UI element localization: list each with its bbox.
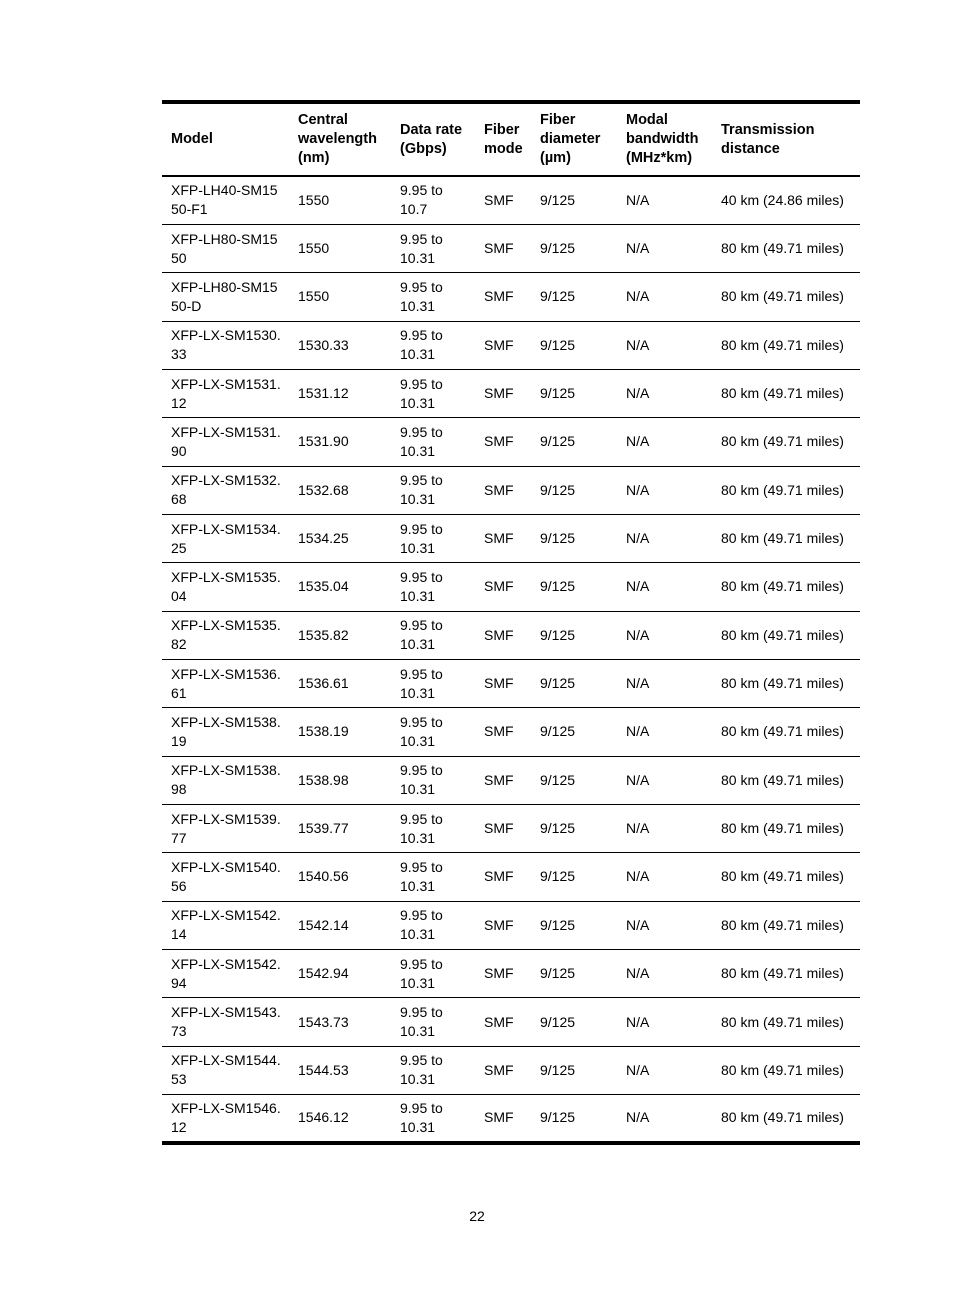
table-row [162, 369, 860, 417]
cell-wavelength: 1550 [298, 191, 330, 208]
cell-fiber-mode: SMF [484, 771, 514, 788]
table-body [162, 176, 860, 1143]
cell-fiber-mode: SMF [484, 191, 514, 208]
cell-fiber-mode: SMF [484, 723, 514, 740]
cell-modal-bandwidth: N/A [626, 916, 650, 933]
cell-wavelength: 1536.61 [298, 675, 349, 692]
cell-data-rate: 9.95 to 10.31 [400, 423, 443, 459]
transceiver-spec-table-container [162, 100, 860, 1145]
cell-data-rate: 9.95 to 10.31 [400, 810, 443, 846]
table-row [162, 1046, 860, 1094]
cell-data-rate: 9.95 to 10.7 [400, 182, 443, 218]
page-number: 22 [469, 1208, 485, 1224]
cell-model: XFP-LX-SM1531. 90 [171, 423, 281, 459]
table-row [162, 853, 860, 901]
cell-model: XFP-LX-SM1539. 77 [171, 810, 281, 846]
cell-fiber-diameter: 9/125 [540, 868, 576, 885]
cell-wavelength: 1535.04 [298, 578, 349, 595]
cell-fiber-mode: SMF [484, 965, 514, 982]
cell-transmission-distance: 80 km (49.71 miles) [721, 433, 844, 450]
cell-data-rate: 9.95 to 10.31 [400, 665, 443, 701]
cell-data-rate: 9.95 to 10.31 [400, 1004, 443, 1040]
table-row [162, 804, 860, 852]
cell-wavelength: 1539.77 [298, 820, 349, 837]
cell-transmission-distance: 80 km (49.71 miles) [721, 288, 844, 305]
cell-transmission-distance: 80 km (49.71 miles) [721, 336, 844, 353]
cell-fiber-diameter: 9/125 [540, 481, 576, 498]
cell-wavelength: 1546.12 [298, 1109, 349, 1126]
cell-transmission-distance: 80 km (49.71 miles) [721, 481, 844, 498]
cell-wavelength: 1535.82 [298, 626, 349, 643]
header-fiber-mode: Fiber mode [484, 121, 523, 157]
cell-modal-bandwidth: N/A [626, 820, 650, 837]
cell-wavelength: 1550 [298, 288, 330, 305]
cell-modal-bandwidth: N/A [626, 240, 650, 257]
cell-transmission-distance: 80 km (49.71 miles) [721, 868, 844, 885]
table-row [162, 659, 860, 707]
cell-fiber-mode: SMF [484, 578, 514, 595]
cell-model: XFP-LX-SM1534. 25 [171, 520, 281, 556]
cell-fiber-mode: SMF [484, 288, 514, 305]
cell-fiber-mode: SMF [484, 336, 514, 353]
cell-data-rate: 9.95 to 10.31 [400, 230, 443, 266]
table-row [162, 466, 860, 514]
cell-modal-bandwidth: N/A [626, 578, 650, 595]
cell-fiber-diameter: 9/125 [540, 916, 576, 933]
table-row [162, 418, 860, 466]
cell-modal-bandwidth: N/A [626, 530, 650, 547]
cell-wavelength: 1538.19 [298, 723, 349, 740]
cell-data-rate: 9.95 to 10.31 [400, 713, 443, 749]
cell-model: XFP-LX-SM1538. 98 [171, 762, 281, 798]
cell-transmission-distance: 80 km (49.71 miles) [721, 1061, 844, 1078]
table-row [162, 708, 860, 756]
cell-modal-bandwidth: N/A [626, 675, 650, 692]
cell-model: XFP-LX-SM1546. 12 [171, 1099, 281, 1135]
cell-wavelength: 1540.56 [298, 868, 349, 885]
cell-fiber-diameter: 9/125 [540, 626, 576, 643]
cell-modal-bandwidth: N/A [626, 288, 650, 305]
cell-fiber-diameter: 9/125 [540, 191, 576, 208]
cell-wavelength: 1542.14 [298, 916, 349, 933]
header-transmission-distance: Transmission distance [721, 121, 815, 157]
cell-data-rate: 9.95 to 10.31 [400, 762, 443, 798]
cell-data-rate: 9.95 to 10.31 [400, 907, 443, 943]
cell-fiber-diameter: 9/125 [540, 675, 576, 692]
header-central-wavelength: Central wavelength (nm) [298, 112, 377, 166]
cell-fiber-mode: SMF [484, 1013, 514, 1030]
cell-modal-bandwidth: N/A [626, 723, 650, 740]
cell-data-rate: 9.95 to 10.31 [400, 1099, 443, 1135]
cell-wavelength: 1534.25 [298, 530, 349, 547]
cell-wavelength: 1538.98 [298, 771, 349, 788]
cell-fiber-mode: SMF [484, 433, 514, 450]
cell-model: XFP-LX-SM1535. 04 [171, 568, 281, 604]
cell-fiber-diameter: 9/125 [540, 1013, 576, 1030]
cell-transmission-distance: 40 km (24.86 miles) [721, 191, 844, 208]
table-row [162, 321, 860, 369]
cell-data-rate: 9.95 to 10.31 [400, 1052, 443, 1088]
cell-transmission-distance: 80 km (49.71 miles) [721, 723, 844, 740]
cell-model: XFP-LH80-SM15 50 [171, 230, 278, 266]
cell-data-rate: 9.95 to 10.31 [400, 568, 443, 604]
cell-fiber-mode: SMF [484, 240, 514, 257]
cell-fiber-diameter: 9/125 [540, 1061, 576, 1078]
cell-model: XFP-LH80-SM15 50-D [171, 278, 278, 314]
cell-wavelength: 1532.68 [298, 481, 349, 498]
cell-transmission-distance: 80 km (49.71 miles) [721, 626, 844, 643]
cell-wavelength: 1543.73 [298, 1013, 349, 1030]
cell-modal-bandwidth: N/A [626, 191, 650, 208]
cell-fiber-diameter: 9/125 [540, 771, 576, 788]
cell-modal-bandwidth: N/A [626, 626, 650, 643]
cell-modal-bandwidth: N/A [626, 385, 650, 402]
cell-fiber-diameter: 9/125 [540, 723, 576, 740]
cell-transmission-distance: 80 km (49.71 miles) [721, 916, 844, 933]
cell-model: XFP-LX-SM1540. 56 [171, 858, 281, 894]
cell-fiber-mode: SMF [484, 530, 514, 547]
cell-transmission-distance: 80 km (49.71 miles) [721, 1013, 844, 1030]
header-modal-bandwidth: Modal bandwidth (MHz*km) [626, 112, 699, 166]
cell-transmission-distance: 80 km (49.71 miles) [721, 530, 844, 547]
cell-modal-bandwidth: N/A [626, 336, 650, 353]
table-row [162, 1095, 860, 1143]
cell-data-rate: 9.95 to 10.31 [400, 520, 443, 556]
cell-modal-bandwidth: N/A [626, 1109, 650, 1126]
header-fiber-diameter: Fiber diameter (µm) [540, 112, 601, 166]
table-row [162, 611, 860, 659]
cell-model: XFP-LX-SM1542. 94 [171, 955, 281, 991]
table-row [162, 901, 860, 949]
cell-fiber-mode: SMF [484, 675, 514, 692]
table-row [162, 224, 860, 272]
table-row [162, 176, 860, 224]
cell-data-rate: 9.95 to 10.31 [400, 472, 443, 508]
header-data-rate: Data rate (Gbps) [400, 121, 463, 157]
cell-transmission-distance: 80 km (49.71 miles) [721, 578, 844, 595]
cell-data-rate: 9.95 to 10.31 [400, 955, 443, 991]
cell-wavelength: 1542.94 [298, 965, 349, 982]
cell-transmission-distance: 80 km (49.71 miles) [721, 675, 844, 692]
cell-fiber-diameter: 9/125 [540, 530, 576, 547]
cell-model: XFP-LX-SM1538. 19 [171, 713, 281, 749]
cell-transmission-distance: 80 km (49.71 miles) [721, 385, 844, 402]
cell-model: XFP-LX-SM1530. 33 [171, 327, 281, 363]
table-row [162, 998, 860, 1046]
cell-fiber-diameter: 9/125 [540, 1109, 576, 1126]
table-header-row [162, 102, 860, 176]
cell-fiber-diameter: 9/125 [540, 288, 576, 305]
cell-modal-bandwidth: N/A [626, 965, 650, 982]
cell-modal-bandwidth: N/A [626, 433, 650, 450]
cell-model: XFP-LX-SM1532. 68 [171, 472, 281, 508]
cell-modal-bandwidth: N/A [626, 771, 650, 788]
cell-model: XFP-LX-SM1531. 12 [171, 375, 281, 411]
cell-data-rate: 9.95 to 10.31 [400, 375, 443, 411]
cell-modal-bandwidth: N/A [626, 868, 650, 885]
cell-data-rate: 9.95 to 10.31 [400, 327, 443, 363]
cell-fiber-diameter: 9/125 [540, 965, 576, 982]
cell-wavelength: 1531.90 [298, 433, 349, 450]
table-row [162, 756, 860, 804]
cell-wavelength: 1550 [298, 240, 330, 257]
cell-fiber-mode: SMF [484, 626, 514, 643]
cell-model: XFP-LX-SM1535. 82 [171, 617, 281, 653]
cell-modal-bandwidth: N/A [626, 1013, 650, 1030]
cell-fiber-mode: SMF [484, 916, 514, 933]
cell-modal-bandwidth: N/A [626, 1061, 650, 1078]
cell-transmission-distance: 80 km (49.71 miles) [721, 820, 844, 837]
cell-transmission-distance: 80 km (49.71 miles) [721, 1109, 844, 1126]
cell-fiber-mode: SMF [484, 1061, 514, 1078]
cell-fiber-diameter: 9/125 [540, 578, 576, 595]
cell-fiber-diameter: 9/125 [540, 240, 576, 257]
cell-data-rate: 9.95 to 10.31 [400, 617, 443, 653]
cell-fiber-mode: SMF [484, 1109, 514, 1126]
header-model: Model [171, 131, 213, 147]
table-row [162, 950, 860, 998]
table-row [162, 563, 860, 611]
cell-fiber-diameter: 9/125 [540, 385, 576, 402]
cell-fiber-diameter: 9/125 [540, 433, 576, 450]
cell-fiber-diameter: 9/125 [540, 820, 576, 837]
cell-model: XFP-LX-SM1544. 53 [171, 1052, 281, 1088]
table-row [162, 514, 860, 562]
cell-transmission-distance: 80 km (49.71 miles) [721, 771, 844, 788]
cell-fiber-mode: SMF [484, 820, 514, 837]
cell-fiber-mode: SMF [484, 385, 514, 402]
cell-modal-bandwidth: N/A [626, 481, 650, 498]
cell-wavelength: 1544.53 [298, 1061, 349, 1078]
table-row [162, 273, 860, 321]
cell-data-rate: 9.95 to 10.31 [400, 858, 443, 894]
cell-model: XFP-LX-SM1536. 61 [171, 665, 281, 701]
cell-transmission-distance: 80 km (49.71 miles) [721, 240, 844, 257]
cell-data-rate: 9.95 to 10.31 [400, 278, 443, 314]
cell-fiber-diameter: 9/125 [540, 336, 576, 353]
cell-wavelength: 1530.33 [298, 336, 349, 353]
cell-wavelength: 1531.12 [298, 385, 349, 402]
cell-fiber-mode: SMF [484, 868, 514, 885]
transceiver-spec-table [162, 100, 860, 1145]
cell-transmission-distance: 80 km (49.71 miles) [721, 965, 844, 982]
cell-model: XFP-LH40-SM15 50-F1 [171, 182, 278, 218]
cell-model: XFP-LX-SM1542. 14 [171, 907, 281, 943]
cell-model: XFP-LX-SM1543. 73 [171, 1004, 281, 1040]
cell-fiber-mode: SMF [484, 481, 514, 498]
